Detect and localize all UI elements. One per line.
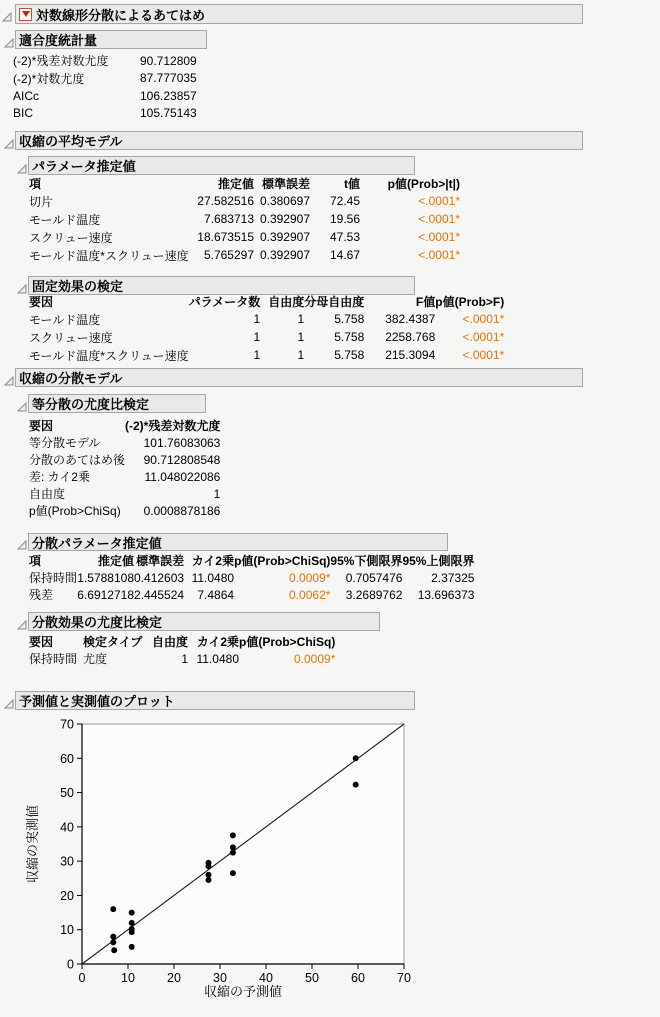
cell: 尤度: [83, 652, 108, 666]
cell: 1: [253, 348, 261, 362]
cell: 2258.768: [385, 330, 436, 344]
cell: 0.392907: [259, 230, 310, 244]
section-title: 等分散の尤度比検定: [32, 397, 150, 412]
col-header: p値(Prob>|t|): [387, 176, 460, 191]
col-header: F値: [415, 294, 436, 309]
cell: 382.4387: [385, 312, 436, 326]
cell: 等分散モデル: [29, 436, 101, 450]
cell: 0.392907: [259, 248, 310, 262]
y-tick-label: 60: [60, 751, 74, 766]
disclosure-triangle-icon[interactable]: [17, 537, 27, 547]
data-point[interactable]: [110, 934, 116, 940]
col-header: 標準誤差: [136, 554, 185, 568]
cell: 5.758: [334, 330, 365, 344]
col-header: 項: [29, 176, 42, 191]
cell: 1: [181, 651, 189, 666]
cell: 1: [297, 312, 305, 326]
table-row: [29, 192, 460, 210]
cell: 1: [253, 330, 261, 344]
cell: 自由度: [29, 487, 66, 501]
col-header: 分母自由度: [304, 294, 365, 309]
report-title: 対数線形分散によるあてはめ: [36, 7, 206, 23]
table-header-row: [29, 174, 460, 192]
cell: 19.56: [329, 212, 360, 226]
disclosure-triangle-icon[interactable]: [4, 136, 14, 146]
section-title: 分散パラメータ推定値: [32, 535, 162, 551]
table-header-row: [29, 417, 220, 434]
table-row: [29, 210, 460, 228]
disclosure-triangle-icon[interactable]: [17, 161, 27, 171]
table-row: [29, 310, 504, 328]
data-point[interactable]: [230, 870, 236, 876]
cell: 1.5788108: [77, 570, 135, 585]
col-header: カイ2乗: [196, 635, 240, 649]
table-header-row: [29, 552, 474, 569]
cell: モールド温度: [29, 212, 101, 227]
cell: 215.3094: [385, 348, 436, 362]
cell: 6.6912718: [77, 587, 135, 602]
cell: 90.712808548: [143, 452, 221, 467]
cell: 切片: [29, 194, 54, 209]
table-row: [29, 485, 220, 502]
y-tick-label: 70: [60, 717, 74, 732]
col-header: 要因: [29, 294, 54, 309]
x-tick-label: 0: [78, 971, 86, 985]
p-value-cell: 0.0009*: [293, 651, 336, 666]
cell: 14.67: [329, 248, 360, 262]
cell: 0.7057476: [345, 570, 403, 585]
disclosure-triangle-icon[interactable]: [4, 373, 14, 383]
variance-effect-lr-test-table: [29, 633, 335, 667]
y-tick-label: 40: [60, 820, 74, 835]
p-value-cell: <.0001*: [418, 230, 460, 244]
table-row: [13, 52, 220, 70]
cell: モールド温度*スクリュー速度: [29, 248, 189, 263]
p-value-cell: <.0001*: [462, 312, 505, 326]
cell: 1: [253, 312, 261, 326]
y-tick-label: 30: [60, 854, 74, 869]
cell: 72.45: [329, 194, 360, 208]
data-point[interactable]: [230, 832, 236, 838]
cell: 保持時間: [29, 571, 78, 585]
param-estimates-title-bar[interactable]: [28, 156, 415, 175]
cell: 2.37325: [431, 570, 475, 585]
table-row: [13, 70, 220, 88]
col-header: 検定タイプ: [83, 635, 143, 649]
cell: 87.777035: [140, 71, 197, 86]
x-tick-label: 60: [351, 971, 365, 985]
cell: 106.23857: [140, 88, 197, 103]
cell: 1: [297, 330, 305, 344]
table-row: [13, 105, 220, 123]
fit-stats-title-bar[interactable]: [15, 30, 207, 49]
cell: 0.412603: [134, 570, 185, 585]
col-header: t値: [344, 176, 360, 191]
cell: 7.4864: [197, 587, 235, 602]
col-header: パラメータ数: [188, 294, 261, 309]
data-point[interactable]: [206, 877, 212, 883]
equal-var-lr-test-title-bar[interactable]: [28, 394, 206, 413]
col-header: p値(Prob>ChiSq): [239, 635, 336, 649]
data-point[interactable]: [111, 947, 117, 953]
col-header: 推定値: [98, 554, 135, 568]
data-point[interactable]: [230, 844, 236, 850]
disclosure-triangle-icon[interactable]: [4, 35, 14, 45]
mean-model-title-bar[interactable]: [15, 131, 583, 150]
equal-var-lr-test-table: [29, 417, 220, 519]
cell: 差: カイ2乗: [29, 470, 90, 484]
table-row: [29, 502, 220, 519]
fixed-effects-table: [29, 292, 504, 364]
data-point[interactable]: [129, 944, 135, 950]
p-value-cell: <.0001*: [462, 330, 505, 344]
col-header: 推定値: [217, 176, 254, 191]
cell: 27.582516: [197, 194, 254, 208]
table-row: [29, 569, 474, 586]
data-point[interactable]: [353, 782, 359, 788]
table-header-row: [29, 633, 335, 650]
report-title-bar[interactable]: [15, 4, 583, 24]
p-value-cell: <.0001*: [418, 194, 460, 208]
data-point[interactable]: [129, 920, 135, 926]
data-point[interactable]: [129, 910, 135, 916]
cell: スクリュー速度: [29, 330, 113, 345]
table-row: [13, 87, 220, 105]
p-value-cell: <.0001*: [462, 348, 505, 362]
table-row: [29, 468, 220, 485]
disclosure-triangle-icon[interactable]: [4, 696, 14, 706]
cell: 0.380697: [259, 194, 310, 208]
p-value-cell: <.0001*: [418, 212, 460, 226]
col-header: 自由度: [268, 294, 305, 309]
cell: スクリュー速度: [29, 230, 113, 245]
cell: モールド温度*スクリュー速度: [29, 348, 189, 363]
p-value-cell: 0.0009*: [289, 570, 331, 585]
data-point[interactable]: [110, 906, 116, 912]
table-row: [29, 434, 220, 451]
y-tick-label: 50: [60, 786, 74, 801]
section-title: 収縮の平均モデル: [19, 134, 123, 149]
x-tick-label: 20: [167, 971, 181, 985]
x-axis-title: 収縮の予測値: [203, 984, 283, 999]
col-header: 自由度: [152, 635, 189, 649]
data-point[interactable]: [129, 929, 135, 935]
red-triangle-menu-icon[interactable]: [19, 8, 32, 21]
cell: AICc: [13, 88, 40, 103]
p-value-cell: <.0001*: [418, 248, 460, 262]
col-header: 要因: [29, 635, 54, 649]
p-value-cell: 0.0062*: [289, 587, 331, 602]
col-header: 95%上側限界: [402, 554, 475, 568]
param-estimates-table: [29, 174, 460, 264]
cell: 13.696373: [417, 587, 475, 602]
cell: 0.0008878186: [143, 503, 221, 518]
cell: 保持時間: [29, 652, 78, 666]
table-row: [29, 586, 474, 603]
section-title: 固定効果の検定: [32, 279, 124, 294]
y-axis-title: 収縮の実測値: [25, 804, 40, 884]
cell: 11.048022086: [144, 469, 221, 484]
cell: 101.76083063: [143, 435, 221, 450]
col-header: p値(Prob>ChiSq): [234, 554, 331, 568]
x-tick-label: 10: [121, 971, 135, 985]
cell: 2.445524: [134, 587, 185, 602]
y-tick-label: 20: [60, 888, 74, 903]
plot-title-bar[interactable]: [15, 691, 415, 710]
disclosure-triangle-icon[interactable]: [17, 281, 27, 291]
cell: 5.758: [334, 312, 365, 326]
section-title: パラメータ推定値: [32, 159, 136, 174]
data-point[interactable]: [353, 755, 359, 761]
x-tick-label: 70: [397, 971, 411, 985]
cell: 18.673515: [197, 230, 254, 244]
table-row: [29, 650, 335, 667]
data-point[interactable]: [206, 863, 212, 869]
cell: 7.683713: [203, 212, 254, 226]
cell: 1: [297, 348, 305, 362]
cell: (-2)*残差対数尤度: [13, 54, 109, 69]
col-header: 項: [29, 554, 42, 568]
cell: 0.392907: [259, 212, 310, 226]
section-title: 収縮の分散モデル: [19, 371, 123, 386]
table-row: [29, 328, 504, 346]
cell: (-2)*対数尤度: [13, 71, 85, 86]
variance-model-title-bar[interactable]: [15, 368, 583, 387]
cell: 105.75143: [140, 106, 197, 121]
data-point[interactable]: [230, 850, 236, 856]
cell: 3.2689762: [345, 587, 403, 602]
cell: 1: [213, 486, 221, 501]
col-header: 95%下側限界: [330, 554, 403, 568]
disclosure-triangle-icon[interactable]: [2, 9, 12, 19]
cell: 11.0480: [191, 570, 235, 585]
x-tick-label: 30: [213, 971, 227, 985]
x-tick-label: 40: [259, 971, 273, 985]
col-header: p値(Prob>F): [435, 294, 505, 309]
cell: モールド温度: [29, 312, 101, 327]
variance-params-title-bar[interactable]: [28, 533, 448, 551]
disclosure-triangle-icon[interactable]: [17, 399, 27, 409]
col-header: カイ2乗: [191, 554, 235, 568]
disclosure-triangle-icon[interactable]: [17, 617, 27, 627]
cell: 5.765297: [203, 248, 254, 262]
cell: 5.758: [334, 348, 365, 362]
table-row: [29, 228, 460, 246]
cell: p値(Prob>ChiSq): [29, 504, 121, 518]
y-tick-label: 10: [60, 923, 74, 938]
cell: 残差: [29, 588, 54, 602]
x-tick-label: 50: [305, 971, 319, 985]
table-row: [29, 346, 504, 364]
cell: 分散のあてはめ後: [29, 453, 126, 467]
actual-by-predicted-plot[interactable]: [20, 712, 440, 1012]
col-header: 要因: [29, 419, 54, 433]
section-title: 分散効果の尤度比検定: [32, 615, 163, 630]
cell: 47.53: [329, 230, 360, 244]
cell: 90.712809: [140, 53, 197, 68]
col-header: 標準誤差: [261, 176, 310, 191]
fit-stats-table: [13, 52, 220, 122]
table-header-row: [29, 292, 504, 310]
variance-effect-lr-test-title-bar[interactable]: [28, 612, 380, 631]
table-row: [29, 246, 460, 264]
data-point[interactable]: [110, 939, 116, 945]
variance-params-table: [29, 552, 474, 603]
table-row: [29, 451, 220, 468]
cell: 11.0480: [196, 651, 240, 666]
col-header: (-2)*残差対数尤度: [125, 419, 221, 433]
section-title: 予測値と実測値のプロット: [19, 694, 175, 709]
y-tick-label: 0: [67, 957, 74, 972]
data-point[interactable]: [206, 872, 212, 878]
section-title: 適合度統計量: [19, 33, 98, 48]
cell: BIC: [13, 106, 34, 121]
